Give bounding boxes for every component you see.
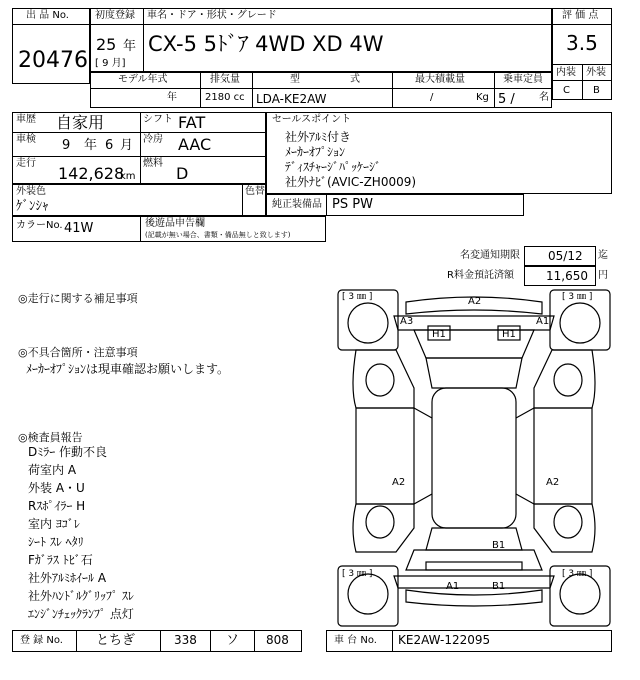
ac-value: AAC: [178, 135, 212, 154]
details-box: [12, 112, 266, 184]
inspector-report-list: [28, 446, 134, 626]
rear-window: [426, 528, 522, 550]
lot-number: 20476: [18, 48, 88, 73]
mileage-value: 142,628: [58, 164, 125, 183]
shift-label: シフト: [143, 114, 173, 125]
reg-area: とちぎ: [96, 633, 136, 648]
tire-depth-label: [ 3 ㎜ ]: [562, 569, 593, 579]
inspector-item: Fｶﾞﾗｽ ﾄﾋﾞ石: [28, 553, 93, 567]
sales-points-label: セールスポイント: [272, 114, 352, 125]
reg-number: 808: [266, 633, 289, 647]
mileage-unit: km: [120, 171, 136, 182]
inspection-month: 6: [105, 138, 114, 153]
interior-grade: C: [563, 85, 570, 96]
type-label: 型: [290, 74, 300, 85]
car-damage-diagram: [336, 288, 612, 628]
inspector-report-label: ◎検査員報告: [18, 431, 83, 444]
name-change-unit: 迄: [598, 250, 608, 261]
defect-notes-text: ﾒｰｶｰｵﾌﾟｼｮﾝは現車確認お願いします。: [26, 362, 230, 376]
inspector-item: 室内 ﾖｺﾞﾚ: [28, 517, 80, 531]
grade-value: 3.5: [566, 31, 598, 55]
color-no-value: 41W: [64, 221, 94, 236]
inspection-month-unit: 月: [120, 138, 134, 153]
history-label: 車歴: [16, 114, 36, 125]
tire-depth-label: [ 3 ㎜ ]: [342, 569, 373, 579]
rear-fender-left: [353, 504, 414, 552]
vehicle-label: 車名・ドア・形状・グレード: [147, 10, 277, 21]
wheel-front-right: [554, 364, 582, 396]
inspection-year-unit: 年: [84, 138, 98, 153]
rear-bumper: [406, 590, 542, 606]
damage-mark: B1: [492, 540, 506, 551]
first-reg-month: [ 9 月]: [95, 58, 126, 69]
inspector-item: ｼｰﾄ ｽﾚ ﾍﾀﾘ: [28, 535, 84, 549]
driving-notes-label: ◎走行に関する補足事項: [18, 292, 138, 305]
displacement-label: 排気量: [210, 74, 240, 85]
sales-point-item: 社外ｱﾙﾐ付き: [285, 130, 352, 144]
damage-mark: B1: [492, 581, 506, 592]
damage-mark: A2: [392, 477, 406, 488]
lot-number-label: 出 品 No.: [26, 10, 69, 21]
reg-class: 338: [174, 633, 197, 647]
color-mark-label: 色替: [245, 186, 265, 197]
chassis-value: KE2AW-122095: [398, 633, 491, 647]
history-value: 自家用: [56, 113, 105, 132]
side-door-right: [534, 408, 592, 504]
inspector-item: 外装 A・U: [28, 481, 85, 495]
displacement-value: 2180 cc: [205, 92, 245, 103]
name-change-value: 05/12: [548, 249, 583, 263]
capacity-unit: 名: [539, 92, 549, 103]
tire-depth-label: [ 3 ㎜ ]: [342, 292, 373, 302]
inspection-label: 車検: [16, 134, 36, 145]
tire-icon: [348, 303, 388, 343]
inspector-item: 社外ｱﾙﾐﾎｲｰﾙ A: [28, 571, 107, 585]
rear-plate: [426, 562, 522, 570]
wheel-rear-left: [366, 506, 394, 538]
roof: [432, 388, 516, 528]
sales-point-item: 社外ﾅﾋﾞ(AVIC-ZH0009): [285, 175, 417, 189]
first-reg-label: 初度登録: [95, 10, 135, 21]
max-load-slash: /: [430, 92, 434, 103]
inspector-item: 荷室内 A: [28, 463, 77, 477]
windshield: [426, 358, 522, 388]
recycle-label: R料金預託済額: [447, 270, 514, 281]
inspector-item: 社外ﾊﾝﾄﾞﾙｸﾞﾘｯﾌﾟ ｽﾚ: [28, 589, 134, 603]
front-fender-right: [534, 350, 595, 408]
max-load-unit: Kg: [476, 92, 489, 103]
sales-point-item: ﾃﾞｨｽﾁｬｰｼﾞﾊﾟｯｹｰｼﾞ: [285, 160, 382, 174]
rear-fender-right: [534, 504, 595, 552]
capacity-label: 乗車定員: [503, 74, 543, 85]
ac-label: 冷房: [143, 134, 163, 145]
vehicle-name: CX-5 5ﾄﾞｱ 4WD XD 4W: [148, 32, 384, 56]
damage-mark: A2: [468, 296, 482, 307]
interior-label: 内装: [556, 67, 576, 78]
exterior-grade: B: [593, 85, 600, 96]
tire-depth-label: [ 3 ㎜ ]: [562, 292, 593, 302]
damage-mark: H1: [432, 329, 446, 340]
inspector-item: ｴﾝｼﾞﾝﾁｪｯｸﾗﾝﾌﾟ 点灯: [28, 607, 134, 621]
side-door-left: [356, 408, 414, 504]
defect-notes-label: ◎不具合箇所・注意事項: [18, 346, 138, 359]
damage-mark: H1: [502, 329, 516, 340]
color-no-label: カラーNo.: [16, 220, 63, 231]
max-load-label: 最大積載量: [415, 74, 465, 85]
sales-point-item: ﾒｰｶｰｵﾌﾟｼｮﾝ: [285, 145, 346, 159]
inspection-year: 9: [62, 138, 71, 153]
inspector-item: Dﾐﾗｰ 作動不良: [28, 445, 108, 459]
tire-icon: [560, 574, 600, 614]
recycle-value: 11,650: [546, 269, 588, 283]
type-label-2: 式: [350, 74, 360, 85]
wheel-rear-right: [554, 506, 582, 538]
damage-mark: A1: [536, 316, 550, 327]
damage-mark: A2: [546, 477, 560, 488]
damage-mark: A1: [446, 581, 460, 592]
fuel-label: 燃料: [143, 158, 163, 169]
fuel-value: D: [176, 164, 189, 183]
front-fender-left: [353, 350, 414, 408]
name-change-label: 名変通知期限: [460, 250, 520, 261]
tire-icon: [560, 303, 600, 343]
color-box: [12, 184, 266, 216]
wheel-front-left: [366, 364, 394, 396]
first-reg-year-unit: 年: [123, 39, 137, 54]
reg-label: 登 録 No.: [20, 635, 63, 646]
rear-bumper-upper: [394, 576, 554, 588]
grade-label: 評 価 点: [562, 10, 599, 21]
model-year-label: モデル年式: [118, 74, 168, 85]
color-label: 外装色: [16, 186, 46, 197]
first-reg-year: 25: [96, 35, 117, 54]
type-value: LDA-KE2AW: [256, 92, 327, 106]
model-year-unit: 年: [167, 92, 177, 103]
shift-value: FAT: [178, 113, 206, 132]
front-hood-edge: [394, 316, 554, 330]
chassis-label: 車 台 No.: [334, 635, 377, 646]
damage-mark: A3: [400, 316, 414, 327]
aftermarket-label: 後遊品申告欄: [145, 218, 205, 229]
capacity-value: 5 /: [498, 92, 515, 107]
mileage-label: 走行: [16, 158, 36, 169]
recycle-unit: 円: [598, 270, 608, 281]
aftermarket-note: (記載が無い場合、書類・備品無しと致します): [145, 231, 291, 239]
genuine-label: 純正装備品: [272, 199, 322, 210]
reg-kana: ソ: [226, 633, 240, 648]
genuine-value: PS PW: [332, 197, 373, 212]
exterior-label: 外装: [586, 67, 606, 78]
color-value: ｹﾞﾝｼｬ: [16, 199, 49, 214]
inspector-item: Rｽﾎﾟｲﾗｰ H: [28, 499, 86, 513]
tire-icon: [348, 574, 388, 614]
